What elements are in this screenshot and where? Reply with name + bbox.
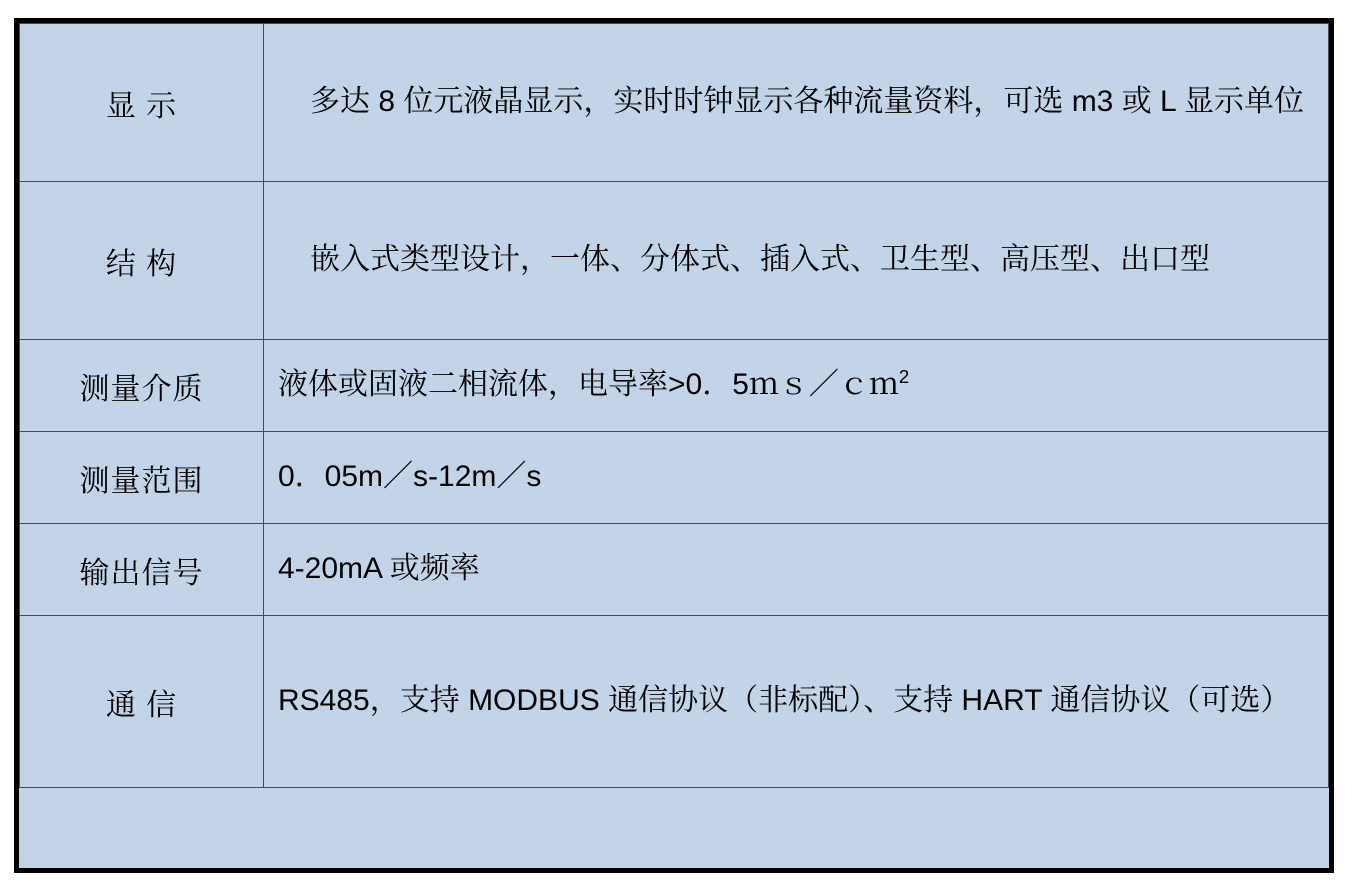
row-value-structure: 嵌入式类型设计，一体、分体式、插入式、卫生型、高压型、出口型: [264, 182, 1329, 340]
table-row: [20, 340, 1329, 432]
row-value-communication: RS485，支持 MODBUS 通信协议（非标配）、支持 HART 通信协议（可选）: [264, 616, 1329, 788]
row-label-display: 显 示: [20, 24, 264, 182]
table-row: [20, 182, 1329, 340]
table-row: [20, 616, 1329, 788]
row-value-range: 0．05m／s-12m／s: [264, 432, 1329, 524]
table-row: [20, 524, 1329, 616]
row-label-communication: 通 信: [20, 616, 264, 788]
specification-table: [19, 23, 1329, 788]
row-label-medium: 测量介质: [20, 340, 264, 432]
table-row: [20, 24, 1329, 182]
row-value-display: 多达 8 位元液晶显示，实时时钟显示各种流量资料，可选 m3 或 L 显示单位: [264, 24, 1329, 182]
row-value-medium: 液体或固液二相流体，电导率>0．5ｍｓ／ｃｍ$^2$: [264, 340, 1329, 432]
table-row: [20, 432, 1329, 524]
row-label-output-signal: 输出信号: [20, 524, 264, 616]
row-label-structure: 结 构: [20, 182, 264, 340]
row-value-output-signal: 4-20mA 或频率: [264, 524, 1329, 616]
row-label-range: 测量范围: [20, 432, 264, 524]
